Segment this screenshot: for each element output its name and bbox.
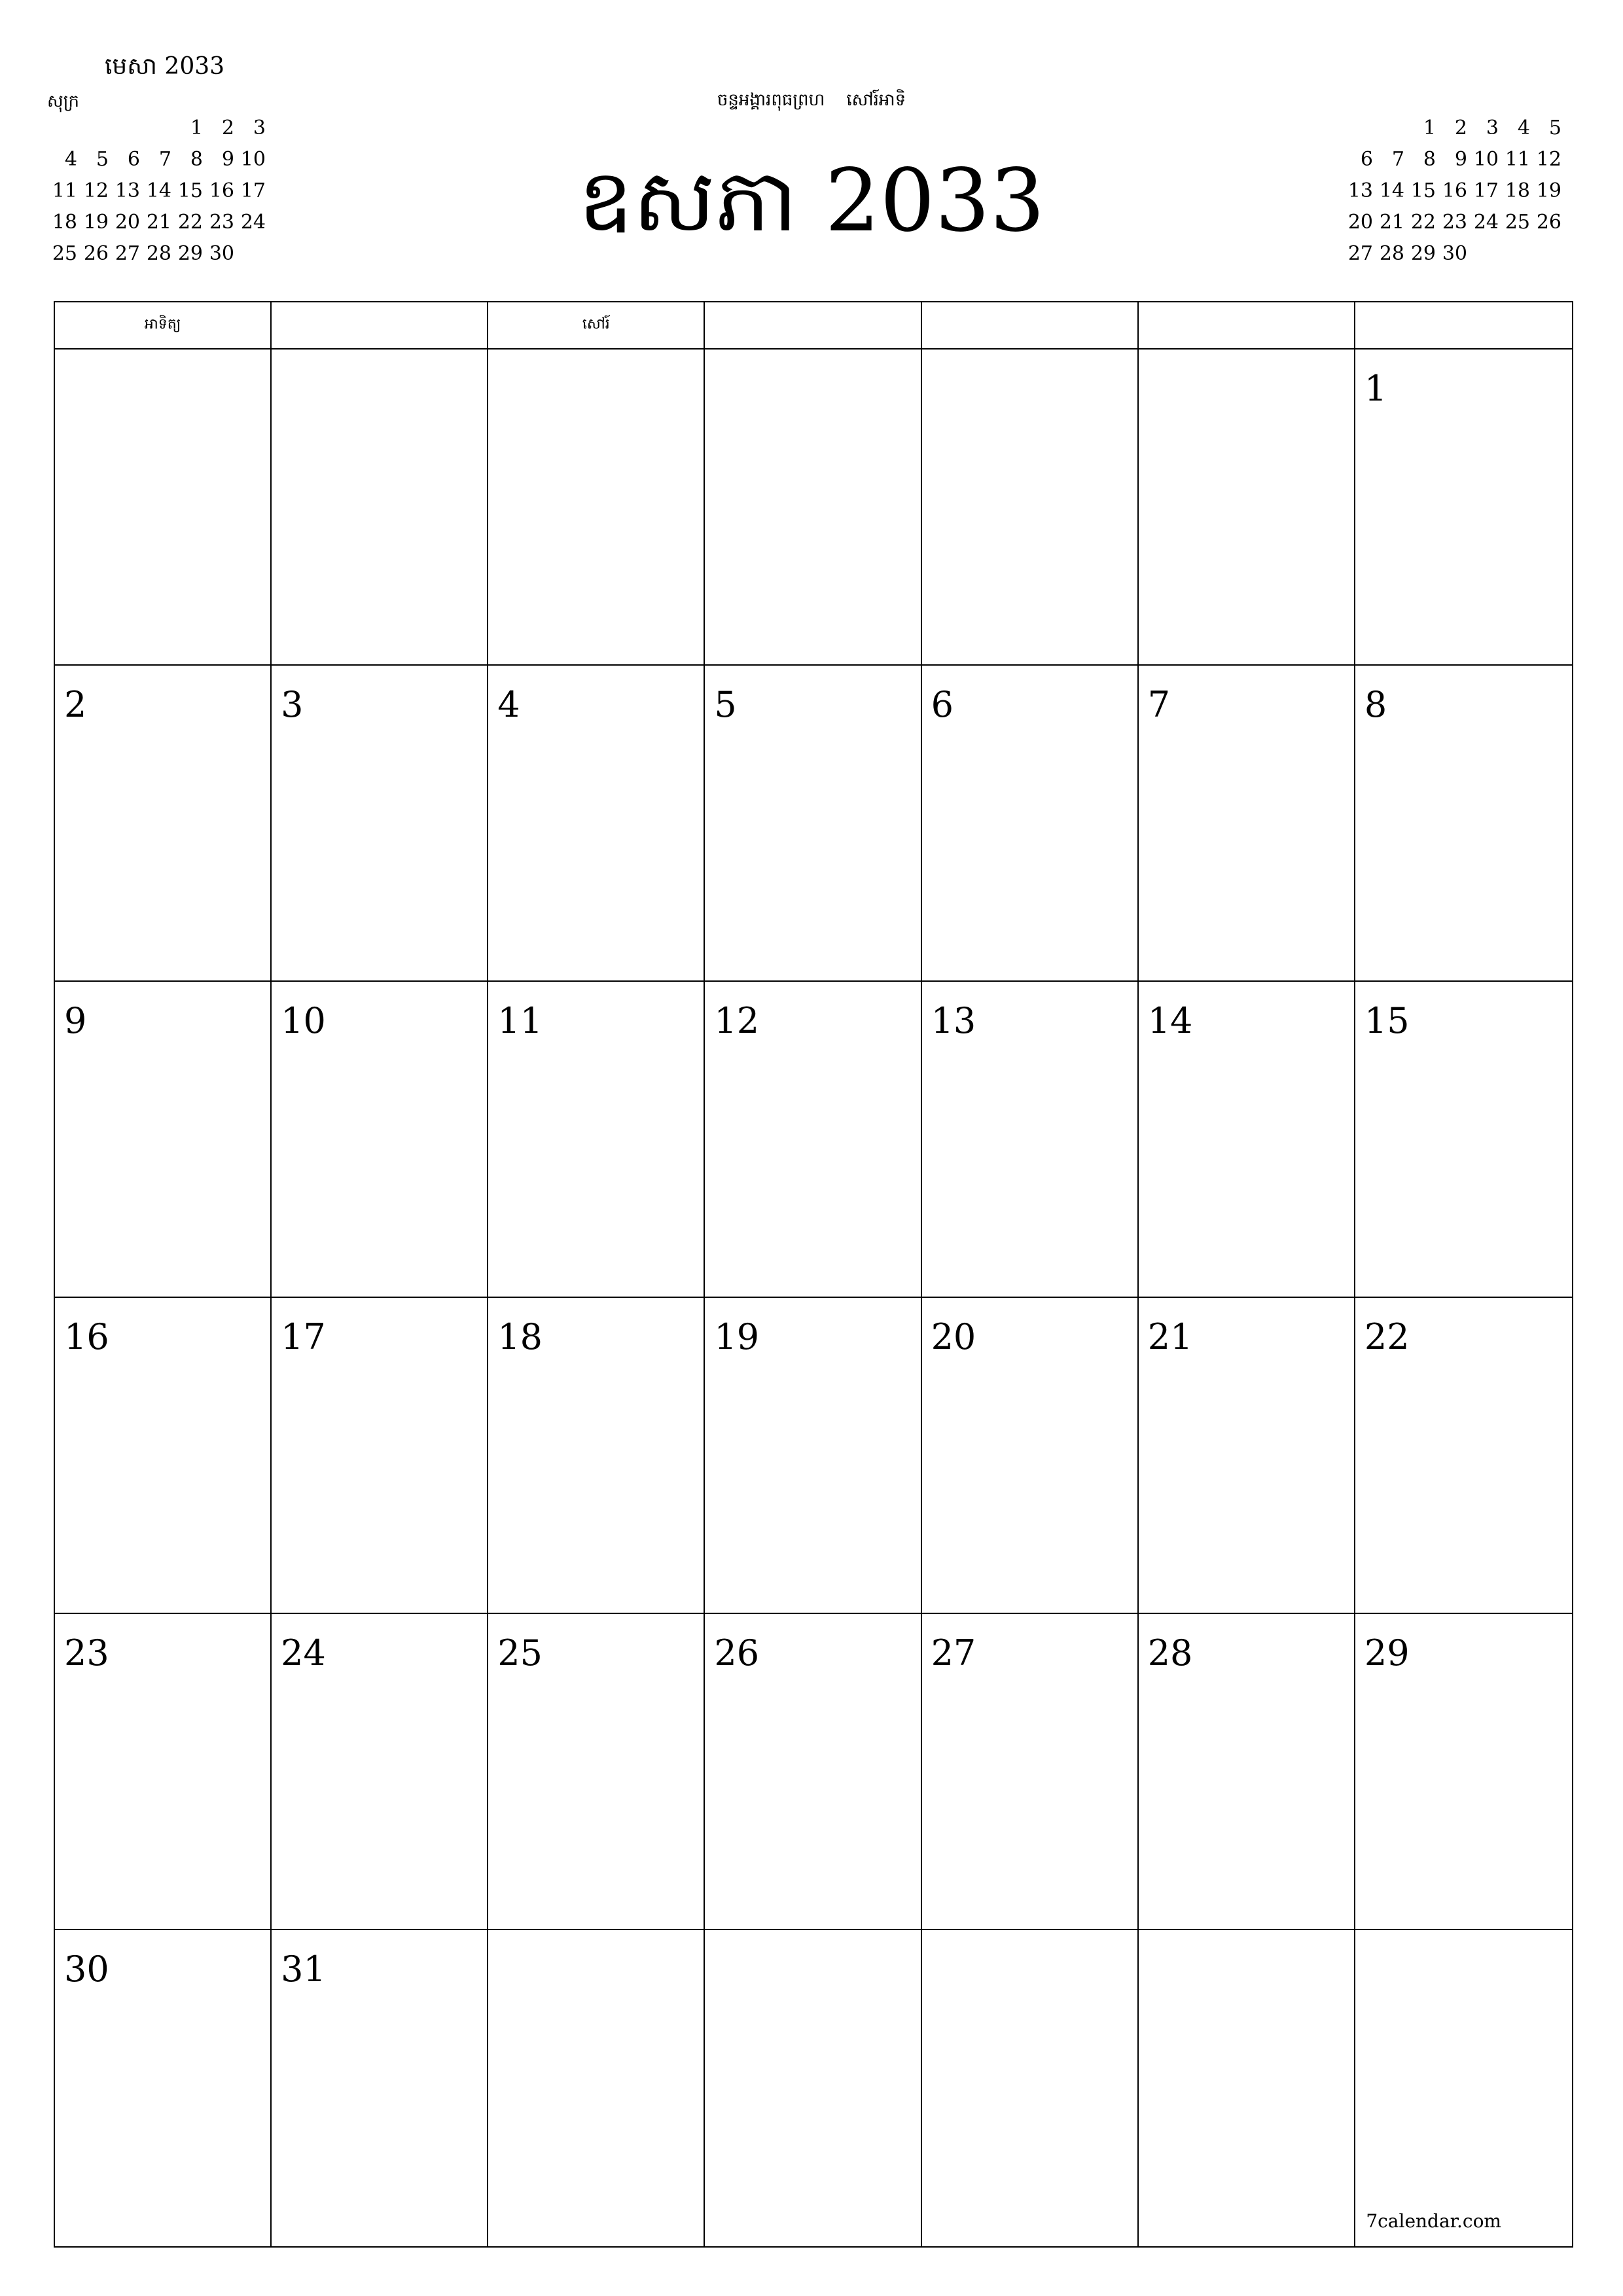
day-number: 7 [1147,684,1171,725]
mini-next-day: 22 [1410,211,1436,234]
mini-prev-day: 4 [64,148,77,171]
day-number: 25 [497,1632,543,1674]
weekday-header [705,302,921,350]
mini-next-day: 23 [1442,211,1467,234]
mini-prev-day: 11 [52,179,77,202]
mini-prev-day: 8 [190,148,203,171]
mini-prev-day: 9 [221,148,234,171]
day-number: 10 [281,1000,326,1041]
day-cell[interactable] [1139,1298,1355,1614]
day-cell[interactable] [1139,350,1355,666]
day-number: 12 [714,1000,760,1041]
day-number: 29 [1364,1632,1410,1674]
mini-prev-day: 25 [52,242,77,265]
mini-prev-day: 23 [209,211,234,234]
weekday-caption: ចន្ទអង្គារពុធព្រហ សៅរ៍អាទិ [717,90,906,110]
mini-next-day: 15 [1410,179,1436,202]
mini-next-week-row [1342,148,1564,179]
mini-next-day: 12 [1536,148,1561,171]
mini-prev-day: 18 [52,211,77,234]
day-cell[interactable] [55,1614,272,1930]
weekday-header [1139,302,1355,350]
day-cell[interactable] [272,666,488,982]
mini-prev-day: 30 [209,242,234,265]
day-number: 21 [1147,1316,1193,1357]
day-number: 1 [1364,368,1387,409]
mini-prev-day: 14 [146,179,171,202]
mini-next-day: 26 [1536,211,1561,234]
day-number: 5 [714,684,737,725]
mini-next-day: 10 [1473,148,1499,171]
day-number: 9 [64,1000,87,1041]
day-number: 11 [497,1000,543,1041]
day-number: 28 [1147,1632,1193,1674]
day-number: 16 [64,1316,109,1357]
day-number: 26 [714,1632,760,1674]
mini-prev-day: 29 [177,242,203,265]
mini-prev-day: 16 [209,179,234,202]
day-cell[interactable] [922,1298,1139,1614]
day-cell[interactable] [1139,666,1355,982]
day-number: 18 [497,1316,543,1357]
mini-prev-day: 1 [190,117,203,139]
page-title: ឧសភា 2033 [578,151,1045,251]
mini-prev-day: 26 [83,242,109,265]
day-cell[interactable] [55,1930,272,2246]
day-cell[interactable] [705,1614,921,1930]
day-cell[interactable] [272,982,488,1298]
day-number: 8 [1364,684,1387,725]
mini-next-day: 20 [1347,211,1373,234]
day-cell[interactable] [705,666,921,982]
mini-next-day: 2 [1454,117,1467,139]
mini-prev-day: 20 [115,211,140,234]
month-grid [54,301,1573,2248]
brand-watermark: 7calendar.com [1366,2210,1501,2232]
mini-next-day: 3 [1486,117,1499,139]
day-cell[interactable] [488,1930,705,2246]
day-cell[interactable] [705,982,921,1298]
mini-prev-week-row [46,117,268,148]
mini-prev-day: 6 [127,148,140,171]
mini-next-day: 30 [1442,242,1467,265]
day-cell[interactable] [1355,1298,1572,1614]
day-cell[interactable] [488,982,705,1298]
day-cell[interactable] [922,1614,1139,1930]
day-number: 2 [64,684,87,725]
day-cell[interactable] [488,1298,705,1614]
day-cell[interactable] [705,1930,921,2246]
day-cell[interactable] [1355,666,1572,982]
mini-prev-day: 24 [240,211,266,234]
day-number: 13 [931,1000,976,1041]
day-cell[interactable] [272,1614,488,1930]
mini-next-day: 19 [1536,179,1561,202]
mini-prev-day: 17 [240,179,266,202]
mini-prev-day: 7 [158,148,171,171]
day-cell[interactable] [55,982,272,1298]
day-number: 3 [281,684,304,725]
mini-next-day: 17 [1473,179,1499,202]
day-cell[interactable] [55,350,272,666]
mini-next-day: 1 [1423,117,1436,139]
mini-next-day: 11 [1505,148,1530,171]
day-number: 27 [931,1632,976,1674]
mini-next-day: 9 [1454,148,1467,171]
mini-prev-day: 21 [146,211,171,234]
mini-next-day: 27 [1347,242,1373,265]
day-cell[interactable] [1139,982,1355,1298]
mini-next-day: 8 [1423,148,1436,171]
day-cell[interactable] [488,350,705,666]
mini-prev-day: 3 [253,117,266,139]
day-cell[interactable] [55,1298,272,1614]
day-cell[interactable] [55,666,272,982]
mini-calendar-next [1342,117,1564,274]
mini-next-day: 24 [1473,211,1499,234]
mini-calendar-prev-title: មេសា 2033 [105,53,225,80]
day-number: 14 [1147,1000,1193,1041]
mini-next-day: 6 [1360,148,1373,171]
mini-prev-day: 13 [115,179,140,202]
mini-next-week-row [1342,179,1564,211]
day-number: 15 [1364,1000,1410,1041]
day-number: 20 [931,1316,976,1357]
mini-prev-day: 15 [177,179,203,202]
day-cell[interactable] [272,1930,488,2246]
day-cell[interactable] [922,350,1139,666]
day-cell[interactable] [272,1298,488,1614]
day-number: 6 [931,684,954,725]
mini-prev-day: 10 [240,148,266,171]
day-number: 24 [281,1632,326,1674]
mini-prev-day: 27 [115,242,140,265]
day-cell[interactable] [1355,982,1572,1298]
day-cell[interactable] [1139,1930,1355,2246]
day-cell[interactable] [488,1614,705,1930]
day-cell[interactable] [1139,1614,1355,1930]
weekday-header [922,302,1139,350]
mini-next-day: 16 [1442,179,1467,202]
weekday-header [272,302,488,350]
day-number: 17 [281,1316,326,1357]
mini-next-week-row [1342,242,1564,274]
mini-next-day: 7 [1391,148,1404,171]
mini-prev-day: 19 [83,211,109,234]
mini-next-day: 25 [1505,211,1530,234]
day-number: 30 [64,1948,109,1990]
mini-prev-day: 28 [146,242,171,265]
day-cell[interactable] [1355,1930,1572,2246]
day-number: 23 [64,1632,109,1674]
mini-next-day: 21 [1379,211,1404,234]
mini-next-week-row [1342,117,1564,148]
day-cell[interactable] [488,666,705,982]
mini-next-day: 14 [1379,179,1404,202]
mini-next-day: 28 [1379,242,1404,265]
mini-prev-day: 22 [177,211,203,234]
day-cell[interactable] [272,350,488,666]
day-cell[interactable] [1355,350,1572,666]
day-cell[interactable] [922,1930,1139,2246]
mini-calendar-prev-subtitle: សុក្រ [47,92,80,111]
day-cell[interactable] [1355,1614,1572,1930]
mini-next-day: 13 [1347,179,1373,202]
mini-next-day: 5 [1548,117,1561,139]
day-number: 19 [714,1316,760,1357]
mini-next-week-row [1342,211,1564,242]
day-number: 4 [497,684,520,725]
day-cell[interactable] [922,666,1139,982]
weekday-header: សៅរ៍ [488,302,705,350]
weekday-header [1355,302,1572,350]
day-number: 22 [1364,1316,1410,1357]
day-cell[interactable] [705,1298,921,1614]
day-number: 31 [281,1948,326,1990]
weekday-header: អាទិត្យ [55,302,272,350]
mini-prev-day: 5 [96,148,109,171]
mini-next-day: 4 [1517,117,1530,139]
mini-prev-day: 2 [221,117,234,139]
day-cell[interactable] [922,982,1139,1298]
mini-next-day: 29 [1410,242,1436,265]
day-cell[interactable] [705,350,921,666]
mini-next-day: 18 [1505,179,1530,202]
mini-prev-day: 12 [83,179,109,202]
